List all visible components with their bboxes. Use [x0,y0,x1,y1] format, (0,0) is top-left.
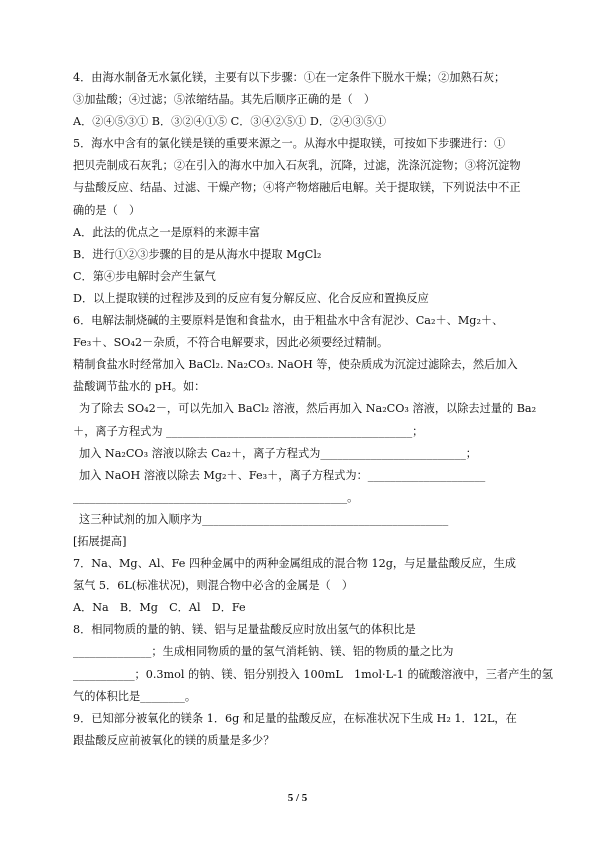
text-line: 氢气 5．6L(标准状况)，则混合物中必含的金属是（ ） [73,579,354,593]
text-line: 盐酸调节盐水的 pH。如： [73,380,206,394]
text-line: 4．由海水制备无水氯化镁，主要有以下步骤：①在一定条件下脱水干燥；②加熟石灰； [73,71,506,84]
text-line: A．②④⑤③① B．③②④①⑤ C．③④②⑤① D．②④③⑤① [73,115,387,129]
text-line: 精制食盐水时经常加入 BaCl₂. Na₂CO₃. NaOH 等，使杂质成为沉淀过滤除去，然后加入 [73,358,518,372]
text-line: 这三种试剂的加入顺序为____________________________________________ [79,512,449,526]
text-line: A．此法的优点之一是原料的来源丰富 [73,225,261,239]
text-line: 与盐酸反应、结晶、过滤、干燥产物；④将产物熔融后电解。关于提取镁，下列说法中不正 [73,181,521,195]
text-line: 跟盐酸反应前被氧化的镁的质量是多少？ [73,733,275,747]
text-line: D．以上提取镁的过程涉及到的反应有复分解反应、化合反应和置换反应 [73,291,429,305]
text-line: 确的是（ ） [73,203,141,217]
text-line: 6．电解法制烧碱的主要原料是饱和食盐水，由于粗盐水中含有泥沙、Ca₂＋、Mg₂＋、 [73,314,504,328]
text-line: 为了除去 SO₄2－，可以先加入 BaCl₂ 溶液，然后再加入 Na₂CO₃ 溶液，以除去过量的 Ba₂ [79,402,537,416]
text-line: 5．海水中含有的氯化镁是镁的重要来源之一。从海水中提取镁，可按如下步骤进行：① [73,137,506,151]
text-line: 把贝壳制成石灰乳；②在引入的海水中加入石灰乳，沉降，过滤，洗涤沉淀物；③将沉淀物 [73,159,521,173]
text-line: _________________________________________________。 [73,490,359,504]
text-line: ______________；生成相同物质的量的氢气消耗钠、镁、铝的物质的量之比为 [73,645,454,659]
text-line: ___________；0.3mol 的钠、镁、铝分别投入 100mL 1mol·L-1 的硫酸溶液中，三者产生的氢 [73,667,553,681]
text-line: ③加盐酸；④过滤；⑤浓缩结晶。其先后顺序正确的是（ ） [73,93,376,107]
text-line: ＋，离子方程式为 ____________________________________________； [73,424,424,438]
text-line: C．第④步电解时会产生氯气 [73,269,216,283]
text-line: Fe₃＋、SO₄2－杂质，不符合电解要求，因此必须要经过精制。 [73,336,389,350]
text-line: [拓展提高] [73,534,127,548]
text-line: 加入 Na₂CO₃ 溶液以除去 Ca₂＋，离子方程式为__________________________； [79,446,477,460]
text-line: 8．相同物质的量的钠、镁、铝与足量盐酸反应时放出氢气的体积比是 [73,623,416,637]
text-line: A．Na B．Mg C．Al D．Fe [73,601,246,615]
text-line: 气的体积比是________。 [73,689,197,703]
document-body [73,67,553,752]
text-line: 9．已知部分被氧化的镁条 1．6g 和足量的盐酸反应，在标准状况下生成 H₂ 1．12L，在 [73,711,517,725]
page-number: 5 / 5 [287,792,308,804]
text-line: B．进行①②③步骤的目的是从海水中提取 MgCl₂ [73,247,322,261]
text-line: 7．Na、Mg、Al、Fe 四种金属中的两种金属组成的混合物 12g，与足量盐酸反应，生成 [73,557,516,571]
text-line: 加入 NaOH 溶液以除去 Mg₂＋、Fe₃＋，离子方程式为：_____________________ [79,468,486,482]
